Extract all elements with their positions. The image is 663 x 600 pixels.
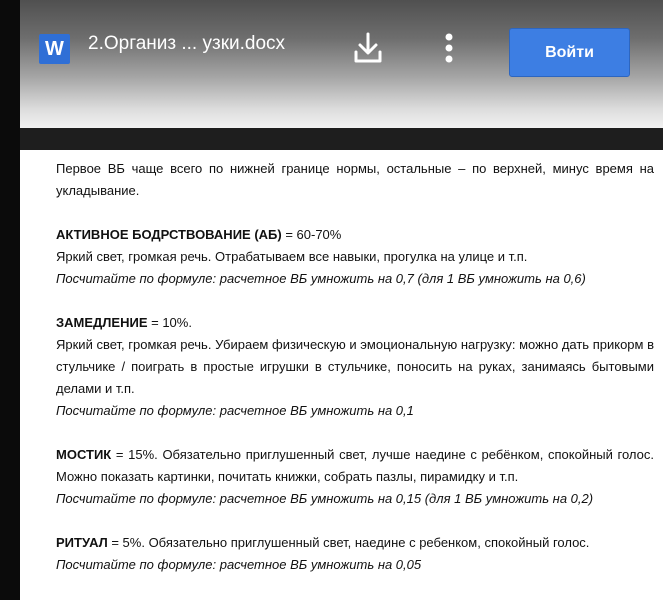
document-page [20, 150, 663, 600]
section-ritual-formula: Посчитайте по формуле: расчетное ВБ умножить на 0,05 [56, 557, 422, 572]
section-value: = 15%. Обязательно приглушенный свет, лучше наедине с ребёнком, спокойный голос. Можно показать картинки, почитать книжки, собрать пазлы, пирамидку и т.п. [56, 447, 654, 484]
toolbar-separator [20, 128, 663, 150]
section-bridge-formula: Посчитайте по формуле: расчетное ВБ умножить на 0,15 (для 1 ВБ умножить на 0,2) [56, 491, 594, 506]
section-ab-title [56, 224, 654, 246]
intro-paragraph: Первое ВБ чаще всего по нижней границе нормы, остальные – по верхней, минус время на укладывание. [56, 161, 654, 198]
document-content [56, 158, 654, 576]
download-icon[interactable] [353, 32, 383, 64]
section-slowdown-title [56, 312, 654, 334]
section-heading: АКТИВНОЕ БОДРСТВОВАНИЕ (АБ) [56, 227, 282, 242]
section-bridge-paragraph [56, 444, 654, 488]
word-app-icon: W [39, 34, 70, 64]
section-slowdown-body: Яркий свет, громкая речь. Убираем физическую и эмоциональную нагрузку: можно дать прикорм в стульчике / поиграть в простые игрушки в стульчике, поносить на руках, занимаясь бытовыми делами и т.п. [56, 337, 654, 396]
section-value: = 60-70% [281, 227, 342, 242]
section-value: = 10%. [147, 315, 192, 330]
left-edge [0, 0, 20, 600]
section-slowdown-formula: Посчитайте по формуле: расчетное ВБ умножить на 0,1 [56, 403, 414, 418]
section-heading: РИТУАЛ [56, 535, 108, 550]
viewer-toolbar [20, 0, 663, 128]
section-ab-body: Яркий свет, громкая речь. Отрабатываем все навыки, прогулка на улице и т.п. [56, 249, 528, 264]
document-title: 2.Организ ... узки.docx [88, 33, 286, 54]
section-ritual-paragraph [56, 532, 654, 554]
more-vert-icon[interactable] [442, 32, 456, 64]
section-heading: ЗАМЕДЛЕНИЕ [56, 315, 148, 330]
section-ab-formula: Посчитайте по формуле: расчетное ВБ умножить на 0,7 (для 1 ВБ умножить на 0,6) [56, 271, 586, 286]
section-heading: МОСТИК [56, 447, 112, 462]
section-value: = 5%. Обязательно приглушенный свет, наедине с ребенком, спокойный голос. [107, 535, 590, 550]
login-button[interactable]: Войти [509, 28, 630, 77]
